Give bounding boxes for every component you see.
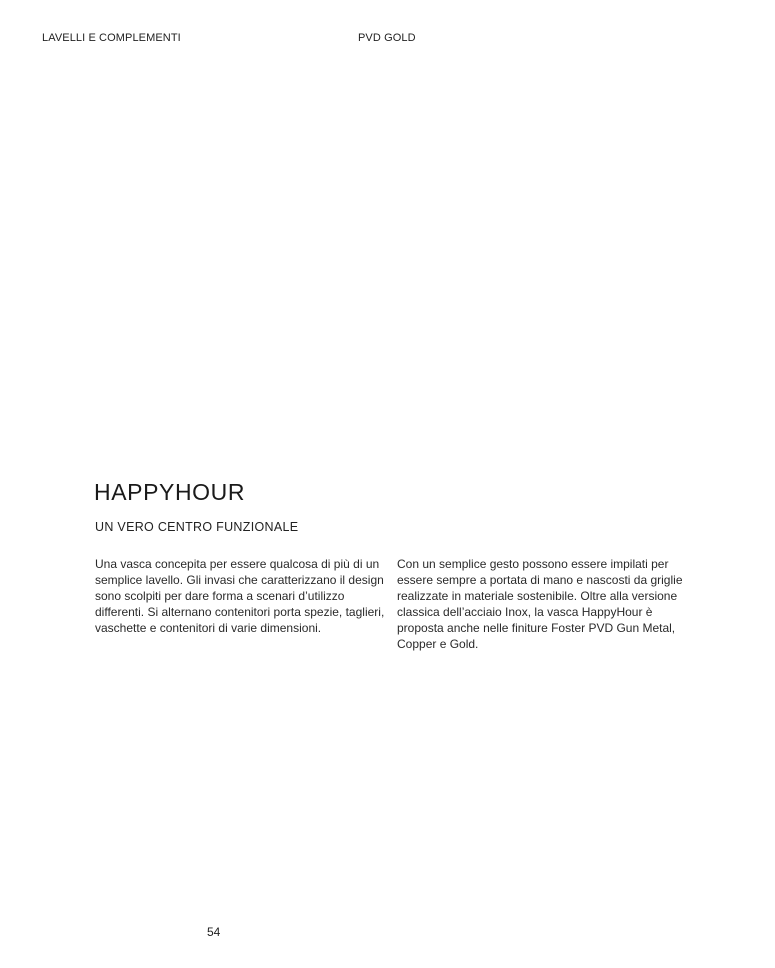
- description-paragraph-left: Una vasca concepita per essere qualcosa di più di un semplice lavello. Gli invasi che caratterizzano il design sono scolpiti per dare forma a scenari d’utilizzo differenti. Si alternano contenitori porta spezie, taglieri, vaschette e contenitori di varie dimensioni.: [95, 557, 385, 635]
- product-subtitle: UN VERO CENTRO FUNZIONALE: [95, 520, 299, 534]
- section-header: LAVELLI E COMPLEMENTI: [42, 32, 181, 44]
- finish-header: PVD GOLD: [358, 32, 416, 44]
- description-paragraph-right: Con un semplice gesto possono essere impilati per essere sempre a portata di mano e nascosti da griglie realizzate in materiale sostenibile. Oltre alla versione classica dell’acciaio Inox, la vasca HappyHour è proposta anche nelle finiture Foster PVD Gun Metal, Copper e Gold.: [397, 557, 683, 651]
- product-title: HAPPYHOUR: [94, 479, 246, 505]
- page-number: 54: [207, 925, 221, 939]
